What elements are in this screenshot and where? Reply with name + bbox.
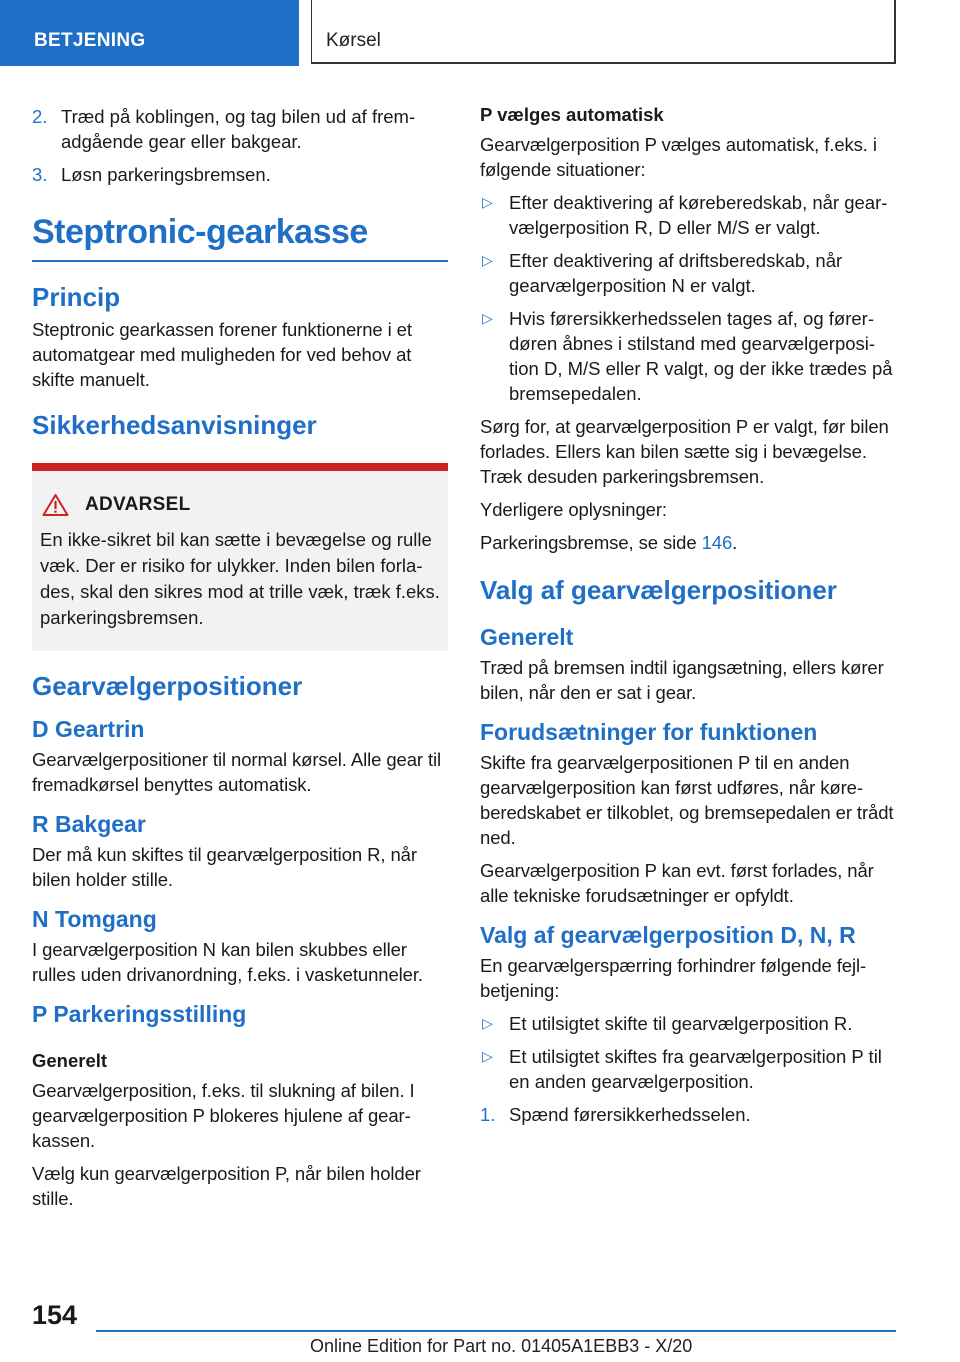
bullet-text: Et utilsigtet skifte til gearvælgerposition R. <box>509 1013 853 1034</box>
list-text: Træd på koblingen, og tag bilen ud af fremadgående gear eller bakgear. <box>61 106 416 152</box>
p-paragraph-2: Vælg kun gearvælgerposition P, når bilen holder stille. <box>32 1163 421 1209</box>
page-reference-link[interactable]: 146 <box>701 532 733 553</box>
footer-edition: Online Edition for Part no. 01405A1EBB3 - X/20 <box>310 1336 693 1356</box>
reference-end: . <box>732 532 738 553</box>
ensure-paragraph: Sørg for, at gearvælgerposition P er valgt, før bilen forlades. Ellers kan bilen sætte sig i bevægelse. Træk desuden parkeringsbremsen. <box>480 416 889 487</box>
left-column <box>32 104 448 1219</box>
section-heading-princip: Princip <box>32 282 121 312</box>
d-paragraph: Gearvælgerpositioner til normal kørsel. Alle gear til fremadkørsel benyttes automatisk. <box>32 749 442 795</box>
list-item <box>480 1102 896 1127</box>
p-paragraph-1: Gearvælgerposition, f.eks. til slukning af bilen. I gearvælgerposition P blokeres hjulene af gearkassen. <box>32 1080 415 1151</box>
requirements-paragraph-1: Skifte fra gearvælgerpositionen P til en anden gearvælgerposition kan først udføres, når køreberedskabet er tilkoblet, og bremsepedalen er trådt ned. <box>480 752 894 848</box>
bullet-triangle-icon: ▷ <box>482 252 493 268</box>
list-number: 1. <box>480 1104 496 1125</box>
list-item <box>32 162 448 187</box>
list-item <box>480 1044 896 1094</box>
subheading-requirements: Forudsætninger for funktionen <box>480 719 818 745</box>
bullet-triangle-icon: ▷ <box>482 194 493 210</box>
dnr-paragraph: En gearvælgerspærring forhindrer følgende fejlbetjening: <box>480 955 867 1001</box>
chapter-heading: Steptronic-gearkasse <box>32 213 448 262</box>
list-item <box>480 1011 896 1036</box>
section-heading-safety: Sikkerhedsanvisninger <box>32 410 317 440</box>
princip-paragraph: Steptronic gearkassen forener funktionerne i et automatgear med muligheden for ved behov at skifte manuelt. <box>32 319 412 390</box>
right-column <box>480 104 896 1135</box>
auto-paragraph: Gearvælgerposition P vælges automatisk, f.eks. i følgende situationer: <box>480 134 877 180</box>
bullet-text: Efter deaktivering af driftsberedskab, når gearvælgerposition N er valgt. <box>509 250 843 296</box>
list-item <box>480 190 896 240</box>
r-paragraph: Der må kun skiftes til gearvælgerposition R, når bilen holder stille. <box>32 844 417 890</box>
warning-label: ADVARSEL <box>85 494 191 515</box>
bullet-triangle-icon: ▷ <box>482 1015 493 1031</box>
section-heading-select: Valg af gearvælgerpositioner <box>480 575 837 605</box>
minor-heading-auto: P vælges automatisk <box>480 104 664 125</box>
list-item <box>32 104 448 154</box>
list-item <box>480 306 896 406</box>
warning-triangle-icon <box>42 493 69 517</box>
n-paragraph: I gearvælgerposition N kan bilen skubbes eller rulles uden drivanordning, f.eks. i vasketunneler. <box>32 939 423 985</box>
section-heading-gear: Gearvælgerpositioner <box>32 671 303 701</box>
subheading-general: Generelt <box>480 624 574 650</box>
subheading-d: D Geartrin <box>32 716 145 742</box>
more-info-paragraph: Yderligere oplysninger: <box>480 499 667 520</box>
bullet-text: Et utilsigtet skiftes fra gearvælgerposition P til en anden gearvælgerposition. <box>509 1046 882 1092</box>
footer-divider <box>96 1330 896 1332</box>
reference-paragraph <box>480 530 896 555</box>
warning-text: En ikke-sikret bil kan sætte i bevægelse og rulle væk. Der er risiko for ulykker. Inden bilen forlades, skal den sikres mod at trille væk, træk f.eks. parkeringsbremsen. <box>40 529 440 628</box>
list-item <box>480 248 896 298</box>
page-header <box>0 0 960 66</box>
list-text: Løsn parkeringsbremsen. <box>61 164 271 185</box>
bullet-text: Hvis førersikkerhedsselen tages af, og førerdøren åbnes i stilstand med gearvælgerposition D, M/S eller R valgt, og der ikke trædes på bremsepedalen. <box>509 308 893 404</box>
warning-box <box>32 463 448 651</box>
minor-heading-general: Generelt <box>32 1050 108 1071</box>
list-number: 2. <box>32 106 48 127</box>
chapter-tab: Kørsel <box>311 0 896 64</box>
subheading-n: N Tomgang <box>32 906 157 932</box>
section-tab: BETJENING <box>0 0 299 66</box>
bullet-triangle-icon: ▷ <box>482 1048 493 1064</box>
warning-header <box>40 493 440 517</box>
subheading-p: P Parkeringsstilling <box>32 1001 247 1027</box>
bullet-text: Efter deaktivering af køreberedskab, når gearvælgerposition R, D eller M/S er valgt. <box>509 192 888 238</box>
reference-text: Parkeringsbremse, se side <box>480 532 702 553</box>
general-paragraph: Træd på bremsen indtil igangsætning, ellers kører bilen, når den er sat i gear. <box>480 657 884 703</box>
requirements-paragraph-2: Gearvælgerposition P kan evt. først forlades, når alle tekniske forudsætninger er opfyldt. <box>480 860 874 906</box>
bullet-triangle-icon: ▷ <box>482 310 493 326</box>
subheading-dnr: Valg af gearvælgerposition D, N, R <box>480 922 856 948</box>
list-text: Spænd førersikkerhedsselen. <box>509 1104 751 1125</box>
subheading-r: R Bakgear <box>32 811 146 837</box>
list-number: 3. <box>32 164 48 185</box>
page-number: 154 <box>32 1300 78 1330</box>
